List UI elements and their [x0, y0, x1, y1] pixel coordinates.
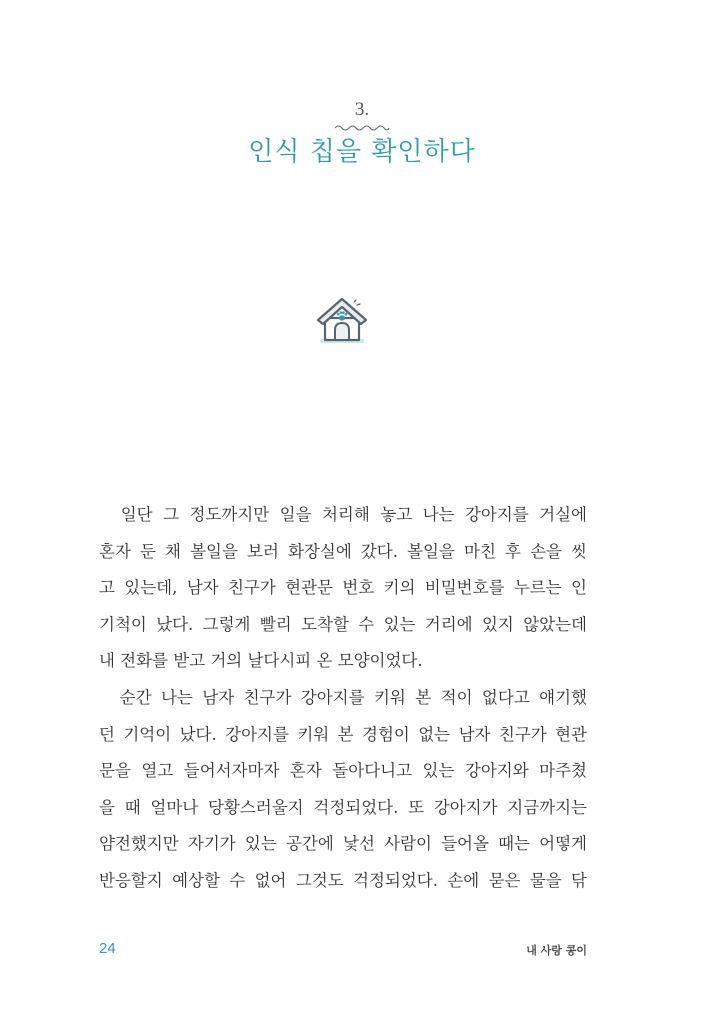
body-line: 문을 열고 들어서자마자 혼자 돌아다니고 있는 강아지와 마주쳤: [99, 761, 587, 781]
body-line: 던 기억이 났다. 강아지를 키워 본 경험이 없는 남자 친구가 현관: [99, 724, 587, 744]
chapter-header: [0, 98, 724, 170]
body-line: 일단 그 정도까지만 일을 처리해 놓고 나는 강아지를 거실에: [99, 505, 587, 524]
body-line: 고 있는데, 남자 친구가 현관문 번호 키의 비밀번호를 누르는 인: [99, 578, 587, 598]
page-number: 24: [99, 940, 116, 957]
body-line: 반응할지 예상할 수 없어 그것도 걱정되었다. 손에 묻은 물을 닦: [99, 870, 587, 890]
wave-divider-icon: [334, 124, 390, 132]
body-line: 혼자 둔 채 볼일을 보러 화장실에 갔다. 볼일을 마친 후 손을 씻: [99, 541, 587, 561]
chapter-title: 인식 칩을 확인하다: [248, 137, 476, 167]
body-line: 얌전했지만 자기가 있는 공간에 낯선 사람이 들어올 때는 어떻게: [99, 834, 587, 854]
body-text: [99, 497, 587, 900]
body-line: 순간 나는 남자 친구가 강아지를 키워 본 적이 없다고 얘기했: [99, 687, 587, 707]
body-line: 을 때 얼마나 당황스러울지 걱정되었다. 또 강아지가 지금까지는: [99, 797, 587, 817]
running-title: 내 사랑 콩이: [526, 944, 587, 957]
chapter-number: 3.: [354, 99, 370, 120]
dog-house-icon: [314, 294, 370, 346]
body-line: 기척이 났다. 그렇게 빨리 도착할 수 있는 거리에 있지 않았는데: [99, 614, 587, 634]
body-line: 내 전화를 받고 거의 날다시피 온 모양이었다.: [99, 651, 423, 671]
